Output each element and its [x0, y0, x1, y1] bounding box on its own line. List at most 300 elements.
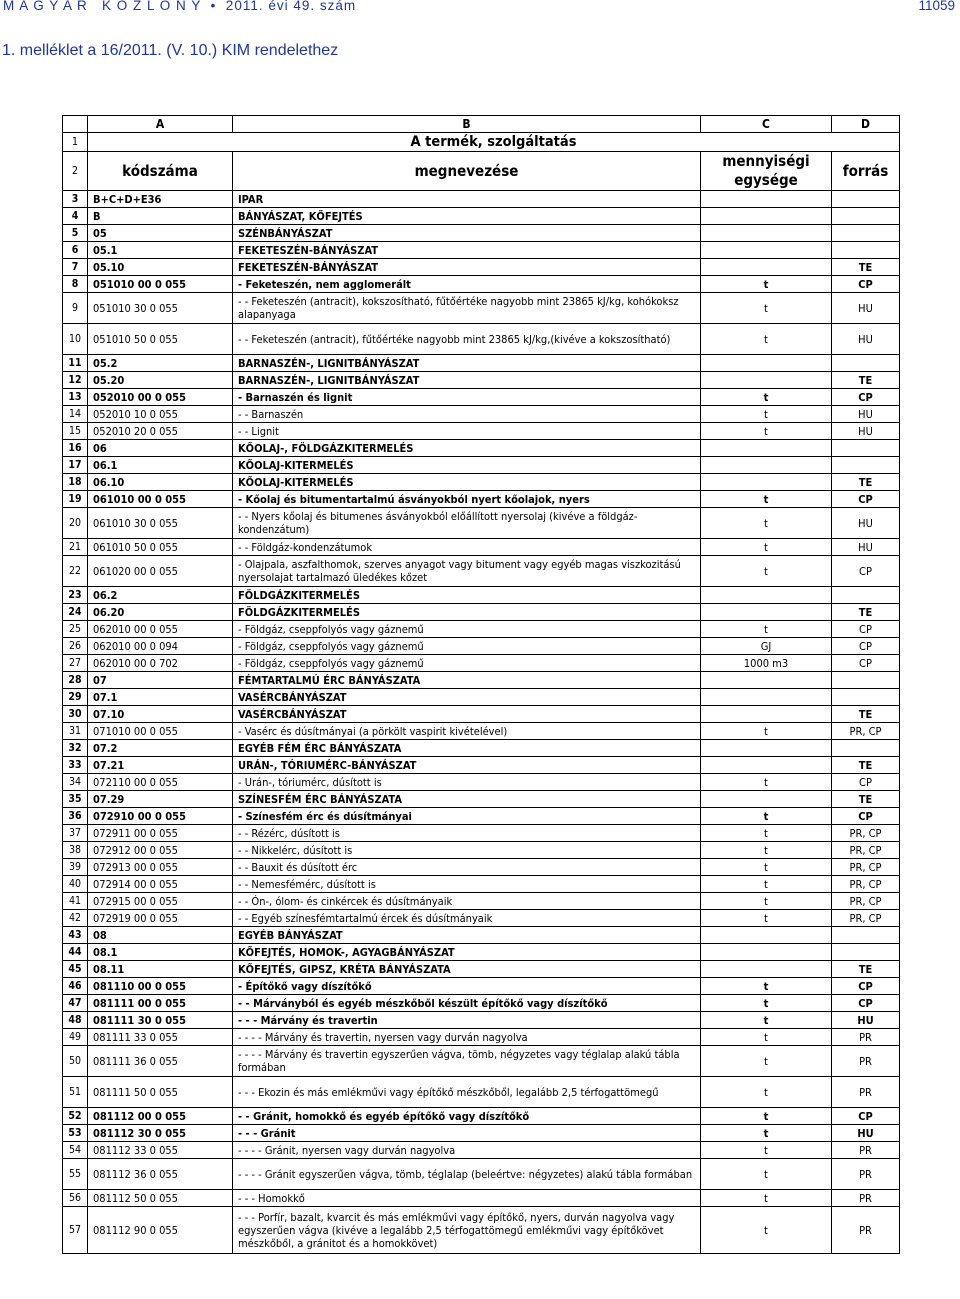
- table-row: [63, 191, 900, 208]
- product-code: 052010 00 0 055: [88, 389, 233, 406]
- table-row: [63, 1190, 900, 1207]
- data-source: PR: [832, 1159, 900, 1190]
- data-source: TE: [832, 604, 900, 621]
- product-name: - Vasérc és dúsítmányai (a pörkölt vaspirit kivételével): [233, 723, 701, 740]
- product-table: [62, 115, 900, 1254]
- row-number: 23: [63, 587, 88, 604]
- data-source: CP: [832, 491, 900, 508]
- data-source: PR: [832, 1077, 900, 1108]
- unit-of-measure: t: [701, 389, 832, 406]
- table-row: [63, 689, 900, 706]
- unit-of-measure: t: [701, 276, 832, 293]
- row-number: 50: [63, 1046, 88, 1077]
- table-row: [63, 440, 900, 457]
- unit-of-measure: GJ: [701, 638, 832, 655]
- product-name: - Olajpala, aszfalthomok, szerves anyagot vagy bitument vagy egyéb magas viszkozitású nyersolajat tartalmazó üledékes kőzet: [233, 556, 701, 587]
- table-row: [63, 324, 900, 355]
- data-source: HU: [832, 423, 900, 440]
- row-number: 41: [63, 893, 88, 910]
- unit-of-measure: t: [701, 556, 832, 587]
- data-source: PR, CP: [832, 825, 900, 842]
- data-source: [832, 944, 900, 961]
- unit-of-measure: t: [701, 808, 832, 825]
- column-letter-a: A: [88, 116, 233, 133]
- product-name: FÉMTARTALMÚ ÉRC BÁNYÁSZATA: [233, 672, 701, 689]
- table-row: [63, 539, 900, 556]
- table-row: [63, 791, 900, 808]
- data-source: [832, 587, 900, 604]
- table-row: [63, 259, 900, 276]
- product-code: 081111 30 0 055: [88, 1012, 233, 1029]
- unit-of-measure: t: [701, 995, 832, 1012]
- table-row: [63, 276, 900, 293]
- row-number: 53: [63, 1125, 88, 1142]
- unit-of-measure: [701, 372, 832, 389]
- table-title-row: [63, 133, 900, 152]
- table-row: [63, 876, 900, 893]
- data-source: CP: [832, 389, 900, 406]
- product-name: - - Feketeszén (antracit), kokszosítható, fűtőértéke nagyobb mint 23865 kJ/kg, kohókoksz alapanyaga: [233, 293, 701, 324]
- data-source: CP: [832, 978, 900, 995]
- row-number: 19: [63, 491, 88, 508]
- table-row: [63, 491, 900, 508]
- product-name: - - - Porfír, bazalt, kvarcit és más emlékművi vagy építőkő, nyers, durván nagyolva vagy egyszerűen vágva (kivéve a legalább 2,5 térfogattömegű emlékművi vagy építőkövet mészkőből, a gránitot és a homokkövet): [233, 1207, 701, 1254]
- product-name: - - Gránit, homokkő és egyéb építőkő vagy díszítőkő: [233, 1108, 701, 1125]
- table-row: [63, 1207, 900, 1254]
- unit-of-measure: t: [701, 293, 832, 324]
- table-row: [63, 706, 900, 723]
- row-number: 7: [63, 259, 88, 276]
- table-row: [63, 961, 900, 978]
- row-number: 45: [63, 961, 88, 978]
- data-source: CP: [832, 655, 900, 672]
- product-name: - Kőolaj és bitumentartalmú ásványokból nyert kőolajok, nyers: [233, 491, 701, 508]
- row-number: 13: [63, 389, 88, 406]
- data-source: HU: [832, 406, 900, 423]
- unit-of-measure: t: [701, 842, 832, 859]
- table-row: [63, 242, 900, 259]
- product-code: 081111 00 0 055: [88, 995, 233, 1012]
- table-row: [63, 604, 900, 621]
- table-row: [63, 910, 900, 927]
- corner-cell: [63, 116, 88, 133]
- row-number: 47: [63, 995, 88, 1012]
- unit-of-measure: t: [701, 859, 832, 876]
- product-name: - - Márványból és egyéb mészkőből készült építőkő vagy díszítőkő: [233, 995, 701, 1012]
- unit-of-measure: t: [701, 1046, 832, 1077]
- data-source: [832, 457, 900, 474]
- product-code: 052010 10 0 055: [88, 406, 233, 423]
- table-row: [63, 1142, 900, 1159]
- data-source: HU: [832, 1012, 900, 1029]
- unit-of-measure: t: [701, 910, 832, 927]
- data-source: [832, 689, 900, 706]
- unit-of-measure: [701, 961, 832, 978]
- row-number: 51: [63, 1077, 88, 1108]
- unit-of-measure: t: [701, 1108, 832, 1125]
- header-unit: mennyiségi egysége: [701, 152, 832, 191]
- unit-of-measure: t: [701, 825, 832, 842]
- unit-of-measure: t: [701, 876, 832, 893]
- unit-of-measure: 1000 m3: [701, 655, 832, 672]
- table-row: [63, 1159, 900, 1190]
- unit-of-measure: t: [701, 1077, 832, 1108]
- product-name: SZÍNESFÉM ÉRC BÁNYÁSZATA: [233, 791, 701, 808]
- product-code: 072919 00 0 055: [88, 910, 233, 927]
- product-name: - - Földgáz-kondenzátumok: [233, 539, 701, 556]
- annex-title: 1. melléklet a 16/2011. (V. 10.) KIM rendelethez: [2, 42, 339, 59]
- product-name: EGYÉB BÁNYÁSZAT: [233, 927, 701, 944]
- data-source: [832, 191, 900, 208]
- row-number: 56: [63, 1190, 88, 1207]
- product-code: 081111 36 0 055: [88, 1046, 233, 1077]
- row-number: 55: [63, 1159, 88, 1190]
- table-row: [63, 774, 900, 791]
- row-number: 6: [63, 242, 88, 259]
- row-number: 43: [63, 927, 88, 944]
- data-source: CP: [832, 276, 900, 293]
- product-code: 081112 33 0 055: [88, 1142, 233, 1159]
- product-code: 051010 30 0 055: [88, 293, 233, 324]
- product-name: BARNASZÉN-, LIGNITBÁNYÁSZAT: [233, 355, 701, 372]
- product-name: - Földgáz, cseppfolyós vagy gáznemű: [233, 621, 701, 638]
- product-name: - - Ón-, ólom- és cinkércek és dúsítmányaik: [233, 893, 701, 910]
- row-number: 9: [63, 293, 88, 324]
- product-code: 07.1: [88, 689, 233, 706]
- row-number: 24: [63, 604, 88, 621]
- product-code: 05.20: [88, 372, 233, 389]
- unit-of-measure: [701, 604, 832, 621]
- data-source: PR, CP: [832, 893, 900, 910]
- row-number: 27: [63, 655, 88, 672]
- product-name: BÁNYÁSZAT, KŐFEJTÉS: [233, 208, 701, 225]
- table-row: [63, 1029, 900, 1046]
- data-source: [832, 355, 900, 372]
- table-row: [63, 208, 900, 225]
- row-number: 10: [63, 324, 88, 355]
- row-number: 2: [63, 152, 88, 191]
- row-number: 20: [63, 508, 88, 539]
- row-number: 33: [63, 757, 88, 774]
- row-number: 1: [63, 133, 88, 152]
- table-row: [63, 355, 900, 372]
- product-name: - - - Homokkő: [233, 1190, 701, 1207]
- data-source: [832, 740, 900, 757]
- table-row: [63, 672, 900, 689]
- product-code: 07: [88, 672, 233, 689]
- product-name: - - - Márvány és travertin: [233, 1012, 701, 1029]
- product-name: - Színesfém érc és dúsítmányai: [233, 808, 701, 825]
- product-code: 061010 30 0 055: [88, 508, 233, 539]
- product-name: - - - - Gránit egyszerűen vágva, tömb, téglalap (beleértve: négyzetes) alakú tábla formában: [233, 1159, 701, 1190]
- table-title: A termék, szolgáltatás: [88, 133, 900, 152]
- unit-of-measure: [701, 474, 832, 491]
- product-code: 07.21: [88, 757, 233, 774]
- unit-of-measure: [701, 587, 832, 604]
- product-code: 061010 50 0 055: [88, 539, 233, 556]
- data-source: TE: [832, 961, 900, 978]
- product-code: 072110 00 0 055: [88, 774, 233, 791]
- product-name: - - Lignit: [233, 423, 701, 440]
- row-number: 48: [63, 1012, 88, 1029]
- table-row: [63, 655, 900, 672]
- product-code: 081112 30 0 055: [88, 1125, 233, 1142]
- unit-of-measure: [701, 355, 832, 372]
- product-code: 06.2: [88, 587, 233, 604]
- unit-of-measure: t: [701, 1029, 832, 1046]
- data-source: [832, 927, 900, 944]
- row-number: 40: [63, 876, 88, 893]
- data-source: CP: [832, 995, 900, 1012]
- data-source: CP: [832, 556, 900, 587]
- unit-of-measure: t: [701, 324, 832, 355]
- product-name: FÖLDGÁZKITERMELÉS: [233, 587, 701, 604]
- table-row: [63, 825, 900, 842]
- product-code: 081111 50 0 055: [88, 1077, 233, 1108]
- data-source: PR, CP: [832, 876, 900, 893]
- unit-of-measure: [701, 457, 832, 474]
- row-number: 11: [63, 355, 88, 372]
- table-row: [63, 423, 900, 440]
- data-source: PR: [832, 1190, 900, 1207]
- product-code: 05: [88, 225, 233, 242]
- column-headers-row: [63, 152, 900, 191]
- unit-of-measure: [701, 225, 832, 242]
- product-code: 071010 00 0 055: [88, 723, 233, 740]
- header-code: kódszáma: [88, 152, 233, 191]
- column-letter-d: D: [832, 116, 900, 133]
- unit-of-measure: [701, 791, 832, 808]
- product-code: B+C+D+E36: [88, 191, 233, 208]
- header-source: forrás: [832, 152, 900, 191]
- row-number: 34: [63, 774, 88, 791]
- column-letter-b: B: [233, 116, 701, 133]
- row-number: 35: [63, 791, 88, 808]
- product-name: - - Rézérc, dúsított is: [233, 825, 701, 842]
- product-code: 081111 33 0 055: [88, 1029, 233, 1046]
- product-name: - - - - Márvány és travertin egyszerűen vágva, tömb, négyzetes vagy téglalap alakú tábla formában: [233, 1046, 701, 1077]
- unit-of-measure: [701, 191, 832, 208]
- product-name: - Barnaszén és lignit: [233, 389, 701, 406]
- row-number: 5: [63, 225, 88, 242]
- row-number: 38: [63, 842, 88, 859]
- product-code: 062010 00 0 094: [88, 638, 233, 655]
- row-number: 54: [63, 1142, 88, 1159]
- product-name: URÁN-, TÓRIUMÉRC-BÁNYÁSZAT: [233, 757, 701, 774]
- table-row: [63, 978, 900, 995]
- unit-of-measure: t: [701, 774, 832, 791]
- product-code: 072910 00 0 055: [88, 808, 233, 825]
- row-number: 3: [63, 191, 88, 208]
- product-name: SZÉNBÁNYÁSZAT: [233, 225, 701, 242]
- unit-of-measure: [701, 706, 832, 723]
- row-number: 31: [63, 723, 88, 740]
- unit-of-measure: [701, 259, 832, 276]
- row-number: 21: [63, 539, 88, 556]
- table-row: [63, 927, 900, 944]
- table-row: [63, 389, 900, 406]
- table-row: [63, 372, 900, 389]
- row-number: 29: [63, 689, 88, 706]
- product-name: - - Nyers kőolaj és bitumenes ásványokból előállított nyersolaj (kivéve a földgáz-kondenzátum): [233, 508, 701, 539]
- product-name: - - - Gránit: [233, 1125, 701, 1142]
- product-name: - - Nemesfémérc, dúsított is: [233, 876, 701, 893]
- row-number: 46: [63, 978, 88, 995]
- data-source: [832, 242, 900, 259]
- unit-of-measure: t: [701, 1012, 832, 1029]
- unit-of-measure: t: [701, 508, 832, 539]
- unit-of-measure: [701, 689, 832, 706]
- data-source: CP: [832, 621, 900, 638]
- unit-of-measure: t: [701, 423, 832, 440]
- data-source: PR: [832, 1207, 900, 1254]
- row-number: 39: [63, 859, 88, 876]
- unit-of-measure: [701, 242, 832, 259]
- table-row: [63, 638, 900, 655]
- table-row: [63, 1108, 900, 1125]
- product-name: - Feketeszén, nem agglomerált: [233, 276, 701, 293]
- table-row: [63, 1077, 900, 1108]
- product-code: 08: [88, 927, 233, 944]
- product-name: - - Nikkelérc, dúsított is: [233, 842, 701, 859]
- product-name: - - - - Márvány és travertin, nyersen vagy durván nagyolva: [233, 1029, 701, 1046]
- row-number: 28: [63, 672, 88, 689]
- product-name: FEKETESZÉN-BÁNYÁSZAT: [233, 242, 701, 259]
- unit-of-measure: [701, 927, 832, 944]
- table-row: [63, 842, 900, 859]
- product-code: 072912 00 0 055: [88, 842, 233, 859]
- data-source: [832, 225, 900, 242]
- unit-of-measure: [701, 944, 832, 961]
- product-name: FÖLDGÁZKITERMELÉS: [233, 604, 701, 621]
- table-row: [63, 740, 900, 757]
- product-code: B: [88, 208, 233, 225]
- product-name: BARNASZÉN-, LIGNITBÁNYÁSZAT: [233, 372, 701, 389]
- product-name: - - Bauxit és dúsított érc: [233, 859, 701, 876]
- product-code: 061010 00 0 055: [88, 491, 233, 508]
- product-code: 072915 00 0 055: [88, 893, 233, 910]
- product-code: 07.2: [88, 740, 233, 757]
- row-number: 25: [63, 621, 88, 638]
- data-source: TE: [832, 706, 900, 723]
- row-number: 42: [63, 910, 88, 927]
- page-number: 11059: [918, 0, 955, 13]
- product-name: EGYÉB FÉM ÉRC BÁNYÁSZATA: [233, 740, 701, 757]
- data-source: TE: [832, 474, 900, 491]
- product-code: 05.2: [88, 355, 233, 372]
- data-source: CP: [832, 1108, 900, 1125]
- product-name: KŐOLAJ-KITERMELÉS: [233, 457, 701, 474]
- product-name: - - - Ekozin és más emlékművi vagy építőkő mészkőből, legalább 2,5 térfogattömegű: [233, 1077, 701, 1108]
- table-row: [63, 893, 900, 910]
- product-code: 051010 00 0 055: [88, 276, 233, 293]
- product-code: 05.10: [88, 259, 233, 276]
- product-code: 08.1: [88, 944, 233, 961]
- data-source: PR: [832, 1046, 900, 1077]
- table-row: [63, 1046, 900, 1077]
- unit-of-measure: [701, 757, 832, 774]
- data-source: HU: [832, 508, 900, 539]
- header-name: megnevezése: [233, 152, 701, 191]
- data-source: HU: [832, 293, 900, 324]
- data-source: HU: [832, 1125, 900, 1142]
- data-source: PR, CP: [832, 842, 900, 859]
- unit-of-measure: t: [701, 621, 832, 638]
- product-name: - Földgáz, cseppfolyós vagy gáznemű: [233, 655, 701, 672]
- row-number: 36: [63, 808, 88, 825]
- row-number: 30: [63, 706, 88, 723]
- column-letter-c: C: [701, 116, 832, 133]
- data-source: PR, CP: [832, 859, 900, 876]
- unit-of-measure: t: [701, 978, 832, 995]
- product-code: 061020 00 0 055: [88, 556, 233, 587]
- unit-of-measure: [701, 440, 832, 457]
- data-source: [832, 672, 900, 689]
- unit-of-measure: [701, 740, 832, 757]
- table-row: [63, 1125, 900, 1142]
- table-row: [63, 1012, 900, 1029]
- row-number: 4: [63, 208, 88, 225]
- row-number: 37: [63, 825, 88, 842]
- product-name: - - Barnaszén: [233, 406, 701, 423]
- table-row: [63, 723, 900, 740]
- row-number: 57: [63, 1207, 88, 1254]
- table-row: [63, 457, 900, 474]
- product-name: KŐFEJTÉS, GIPSZ, KRÉTA BÁNYÁSZATA: [233, 961, 701, 978]
- row-number: 17: [63, 457, 88, 474]
- row-number: 8: [63, 276, 88, 293]
- journal-title: M A G Y A R K Ö Z L Ö N Y • 2011. évi 49. szám: [3, 0, 357, 13]
- product-code: 081112 50 0 055: [88, 1190, 233, 1207]
- row-number: 16: [63, 440, 88, 457]
- product-code: 08.11: [88, 961, 233, 978]
- row-number: 14: [63, 406, 88, 423]
- product-code: 081112 90 0 055: [88, 1207, 233, 1254]
- table-row: [63, 757, 900, 774]
- data-source: PR, CP: [832, 910, 900, 927]
- product-name: VASÉRCBÁNYÁSZAT: [233, 689, 701, 706]
- product-code: 081112 00 0 055: [88, 1108, 233, 1125]
- product-name: - Építőkő vagy díszítőkő: [233, 978, 701, 995]
- data-source: HU: [832, 324, 900, 355]
- data-source: PR: [832, 1029, 900, 1046]
- product-code: 072911 00 0 055: [88, 825, 233, 842]
- product-code: 06.10: [88, 474, 233, 491]
- product-code: 062010 00 0 055: [88, 621, 233, 638]
- unit-of-measure: t: [701, 893, 832, 910]
- product-code: 07.29: [88, 791, 233, 808]
- data-source: [832, 208, 900, 225]
- product-name: KŐOLAJ-KITERMELÉS: [233, 474, 701, 491]
- data-source: TE: [832, 757, 900, 774]
- data-source: TE: [832, 791, 900, 808]
- data-source: [832, 440, 900, 457]
- table-row: [63, 944, 900, 961]
- data-source: TE: [832, 259, 900, 276]
- data-source: CP: [832, 808, 900, 825]
- unit-of-measure: [701, 672, 832, 689]
- data-source: CP: [832, 774, 900, 791]
- row-number: 15: [63, 423, 88, 440]
- product-name: - Urán-, tóriumérc, dúsított is: [233, 774, 701, 791]
- unit-of-measure: t: [701, 406, 832, 423]
- table-row: [63, 556, 900, 587]
- table-row: [63, 406, 900, 423]
- row-number: 32: [63, 740, 88, 757]
- row-number: 44: [63, 944, 88, 961]
- product-code: 072913 00 0 055: [88, 859, 233, 876]
- unit-of-measure: t: [701, 1125, 832, 1142]
